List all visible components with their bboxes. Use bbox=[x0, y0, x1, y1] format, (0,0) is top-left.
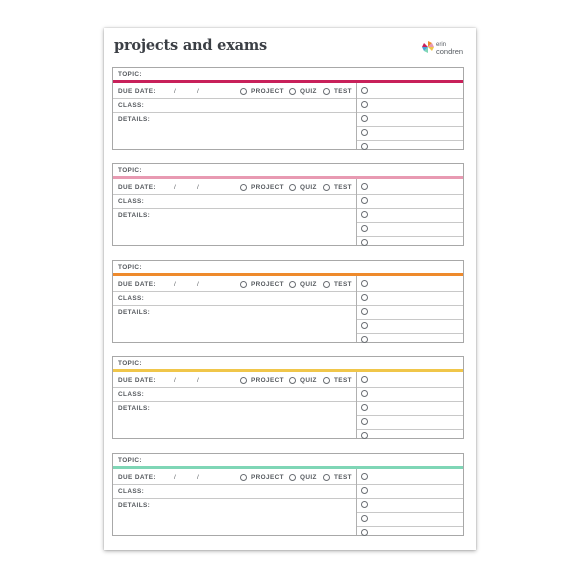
date-separator: / bbox=[197, 184, 199, 191]
project-option[interactable] bbox=[240, 280, 284, 288]
row-divider bbox=[357, 526, 463, 527]
row-divider bbox=[357, 484, 463, 485]
row-divider bbox=[113, 387, 356, 388]
checklist-circle-icon[interactable] bbox=[361, 129, 368, 136]
test-label: TEST bbox=[334, 376, 352, 384]
project-label: PROJECT bbox=[251, 87, 284, 95]
row-divider bbox=[357, 401, 463, 402]
row-divider bbox=[357, 498, 463, 499]
checklist-circle-icon[interactable] bbox=[361, 239, 368, 246]
row-divider bbox=[357, 236, 463, 237]
due-date-label: DUE DATE: bbox=[118, 184, 156, 191]
quiz-label: QUIZ bbox=[300, 473, 317, 481]
checklist-circle-icon[interactable] bbox=[361, 183, 368, 190]
project-option[interactable] bbox=[240, 473, 284, 481]
row-divider bbox=[113, 401, 356, 402]
project-option[interactable] bbox=[240, 87, 284, 95]
checklist-circle-icon[interactable] bbox=[361, 280, 368, 287]
topic-label: TOPIC: bbox=[118, 264, 142, 271]
radio-circle-icon[interactable] bbox=[323, 88, 330, 95]
radio-circle-icon[interactable] bbox=[289, 184, 296, 191]
row-divider bbox=[113, 112, 356, 113]
radio-circle-icon[interactable] bbox=[240, 474, 247, 481]
details-label: DETAILS: bbox=[118, 309, 151, 316]
accent-bar bbox=[113, 273, 463, 276]
quiz-option[interactable] bbox=[289, 183, 317, 191]
details-label: DETAILS: bbox=[118, 502, 151, 509]
test-label: TEST bbox=[334, 183, 352, 191]
radio-circle-icon[interactable] bbox=[289, 377, 296, 384]
class-label: CLASS: bbox=[118, 198, 145, 205]
details-label: DETAILS: bbox=[118, 405, 151, 412]
date-separator: / bbox=[174, 377, 176, 384]
row-divider bbox=[357, 319, 463, 320]
checklist-circle-icon[interactable] bbox=[361, 197, 368, 204]
row-divider bbox=[357, 126, 463, 127]
accent-bar bbox=[113, 176, 463, 179]
checklist-circle-icon[interactable] bbox=[361, 115, 368, 122]
checklist-circle-icon[interactable] bbox=[361, 101, 368, 108]
row-divider bbox=[113, 208, 356, 209]
quiz-label: QUIZ bbox=[300, 280, 317, 288]
assignment-entry-1 bbox=[112, 67, 464, 150]
checklist-circle-icon[interactable] bbox=[361, 294, 368, 301]
project-label: PROJECT bbox=[251, 183, 284, 191]
details-label: DETAILS: bbox=[118, 212, 151, 219]
checklist-circle-icon[interactable] bbox=[361, 487, 368, 494]
brand-logo bbox=[422, 41, 464, 57]
quiz-option[interactable] bbox=[289, 473, 317, 481]
planner-page bbox=[104, 28, 476, 550]
row-divider bbox=[113, 291, 356, 292]
checklist-circle-icon[interactable] bbox=[361, 211, 368, 218]
checklist-circle-icon[interactable] bbox=[361, 418, 368, 425]
row-divider bbox=[357, 208, 463, 209]
radio-circle-icon[interactable] bbox=[240, 377, 247, 384]
checklist-circle-icon[interactable] bbox=[361, 501, 368, 508]
due-date-label: DUE DATE: bbox=[118, 377, 156, 384]
row-divider bbox=[357, 140, 463, 141]
page-title: projects and exams bbox=[114, 37, 267, 54]
row-divider bbox=[357, 112, 463, 113]
radio-circle-icon[interactable] bbox=[289, 88, 296, 95]
date-separator: / bbox=[174, 184, 176, 191]
row-divider bbox=[113, 484, 356, 485]
project-label: PROJECT bbox=[251, 376, 284, 384]
checklist-circle-icon[interactable] bbox=[361, 529, 368, 536]
date-separator: / bbox=[197, 377, 199, 384]
checklist-circle-icon[interactable] bbox=[361, 308, 368, 315]
topic-label: TOPIC: bbox=[118, 360, 142, 367]
radio-circle-icon[interactable] bbox=[323, 377, 330, 384]
class-label: CLASS: bbox=[118, 391, 145, 398]
details-label: DETAILS: bbox=[118, 116, 151, 123]
quiz-option[interactable] bbox=[289, 87, 317, 95]
row-divider bbox=[357, 194, 463, 195]
quiz-label: QUIZ bbox=[300, 183, 317, 191]
row-divider bbox=[357, 98, 463, 99]
row-divider bbox=[113, 498, 356, 499]
topic-label: TOPIC: bbox=[118, 71, 142, 78]
project-option[interactable] bbox=[240, 183, 284, 191]
checklist-circle-icon[interactable] bbox=[361, 336, 368, 343]
accent-bar bbox=[113, 80, 463, 83]
test-label: TEST bbox=[334, 473, 352, 481]
topic-label: TOPIC: bbox=[118, 167, 142, 174]
due-date-label: DUE DATE: bbox=[118, 474, 156, 481]
row-divider bbox=[357, 333, 463, 334]
checklist-circle-icon[interactable] bbox=[361, 473, 368, 480]
radio-circle-icon[interactable] bbox=[323, 281, 330, 288]
assignment-entry-3 bbox=[112, 260, 464, 343]
accent-bar bbox=[113, 369, 463, 372]
checklist-circle-icon[interactable] bbox=[361, 432, 368, 439]
checklist-circle-icon[interactable] bbox=[361, 376, 368, 383]
row-divider bbox=[357, 305, 463, 306]
date-separator: / bbox=[197, 88, 199, 95]
date-separator: / bbox=[174, 88, 176, 95]
row-divider bbox=[113, 98, 356, 99]
quiz-option[interactable] bbox=[289, 280, 317, 288]
checklist-circle-icon[interactable] bbox=[361, 225, 368, 232]
radio-circle-icon[interactable] bbox=[323, 474, 330, 481]
test-label: TEST bbox=[334, 87, 352, 95]
project-label: PROJECT bbox=[251, 473, 284, 481]
row-divider bbox=[357, 291, 463, 292]
date-separator: / bbox=[174, 474, 176, 481]
date-separator: / bbox=[197, 281, 199, 288]
assignment-entry-5 bbox=[112, 453, 464, 536]
assignment-entry-4 bbox=[112, 356, 464, 439]
row-divider bbox=[113, 194, 356, 195]
topic-label: TOPIC: bbox=[118, 457, 142, 464]
date-separator: / bbox=[197, 474, 199, 481]
test-option[interactable] bbox=[323, 280, 352, 288]
test-option[interactable] bbox=[323, 87, 352, 95]
class-label: CLASS: bbox=[118, 102, 145, 109]
radio-circle-icon[interactable] bbox=[240, 281, 247, 288]
due-date-label: DUE DATE: bbox=[118, 88, 156, 95]
assignment-entry-2 bbox=[112, 163, 464, 246]
test-option[interactable] bbox=[323, 183, 352, 191]
radio-circle-icon[interactable] bbox=[240, 88, 247, 95]
radio-circle-icon[interactable] bbox=[289, 281, 296, 288]
row-divider bbox=[357, 512, 463, 513]
checklist-circle-icon[interactable] bbox=[361, 404, 368, 411]
test-option[interactable] bbox=[323, 376, 352, 384]
pinwheel-icon bbox=[422, 41, 434, 53]
class-label: CLASS: bbox=[118, 295, 145, 302]
test-option[interactable] bbox=[323, 473, 352, 481]
checklist-circle-icon[interactable] bbox=[361, 87, 368, 94]
logo-text-line2: condren bbox=[436, 47, 464, 56]
class-label: CLASS: bbox=[118, 488, 145, 495]
checklist-circle-icon[interactable] bbox=[361, 322, 368, 329]
row-divider bbox=[357, 415, 463, 416]
project-option[interactable] bbox=[240, 376, 284, 384]
row-divider bbox=[113, 305, 356, 306]
quiz-label: QUIZ bbox=[300, 376, 317, 384]
due-date-label: DUE DATE: bbox=[118, 281, 156, 288]
quiz-option[interactable] bbox=[289, 376, 317, 384]
date-separator: / bbox=[174, 281, 176, 288]
quiz-label: QUIZ bbox=[300, 87, 317, 95]
row-divider bbox=[357, 222, 463, 223]
checklist-circle-icon[interactable] bbox=[361, 143, 368, 150]
logo-text-line1: erin bbox=[436, 42, 447, 48]
radio-circle-icon[interactable] bbox=[323, 184, 330, 191]
accent-bar bbox=[113, 466, 463, 469]
checklist-circle-icon[interactable] bbox=[361, 390, 368, 397]
radio-circle-icon[interactable] bbox=[240, 184, 247, 191]
project-label: PROJECT bbox=[251, 280, 284, 288]
checklist-circle-icon[interactable] bbox=[361, 515, 368, 522]
radio-circle-icon[interactable] bbox=[289, 474, 296, 481]
test-label: TEST bbox=[334, 280, 352, 288]
row-divider bbox=[357, 387, 463, 388]
row-divider bbox=[357, 429, 463, 430]
